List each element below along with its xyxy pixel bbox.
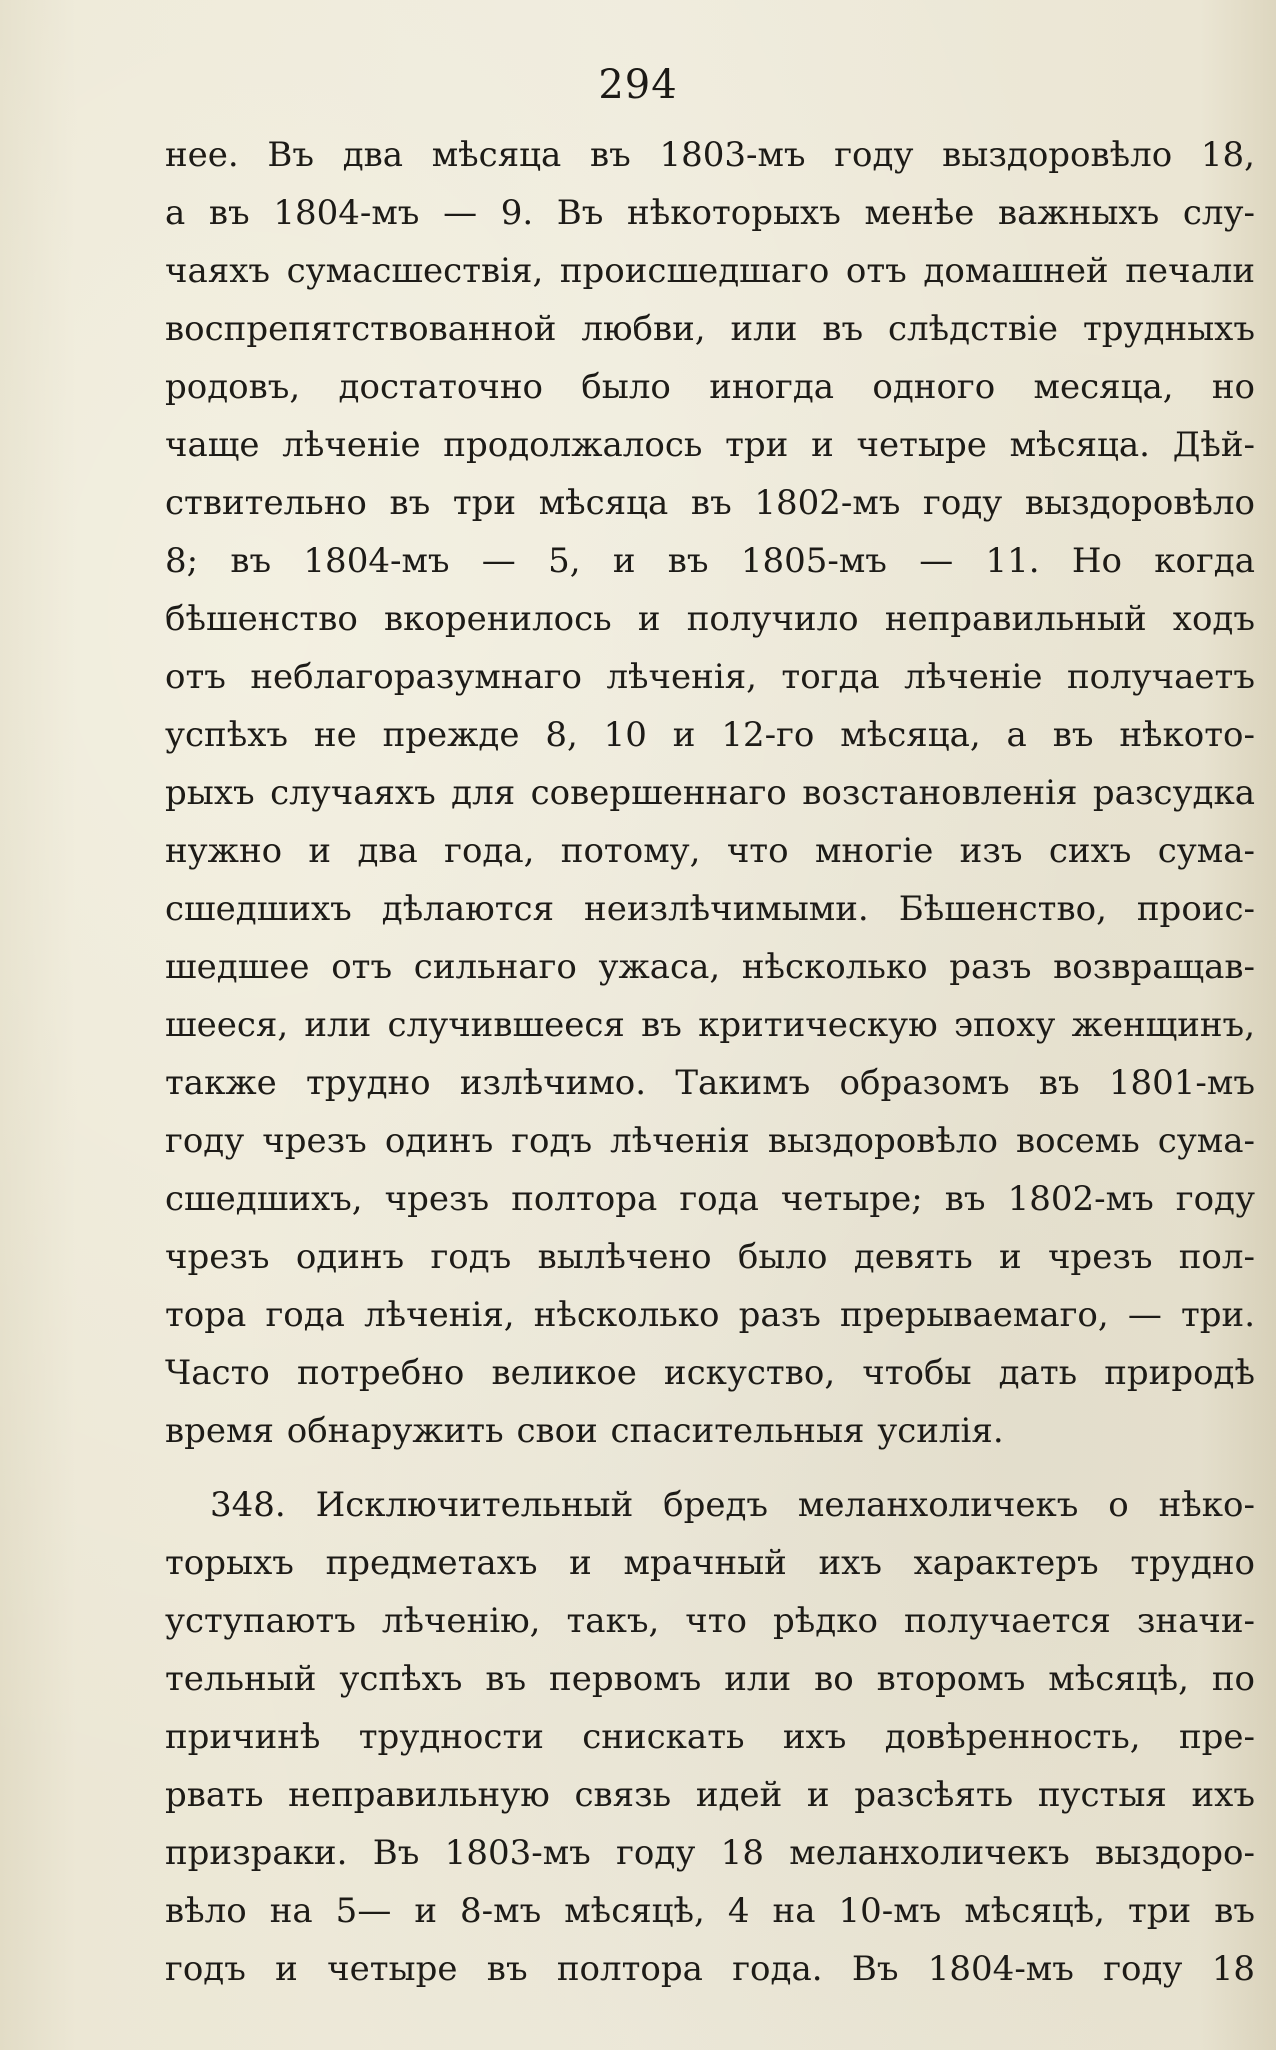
text-line: чрезъ одинъ годъ вылѣчено было девять и чрезъ пол-	[165, 1237, 1255, 1277]
text-line: Часто потребно великое искуство, чтобы дать природѣ	[165, 1353, 1255, 1393]
text-line: шееся, или случившееся въ критическую эпоху женщинъ,	[165, 1005, 1255, 1045]
text-line: бѣшенство вкоренилось и получило неправильный ходъ	[165, 599, 1255, 639]
text-line: тора года лѣченія, нѣсколько разъ прерываемаго, — три.	[165, 1295, 1255, 1335]
text-line: уступаютъ лѣченію, такъ, что рѣдко получается значи-	[165, 1601, 1255, 1641]
text-line: призраки. Въ 1803-мъ году 18 меланхоличекъ выздоро-	[165, 1833, 1255, 1873]
text-line: родовъ, достаточно было иногда одного месяца, но	[165, 367, 1255, 407]
text-line: чаще лѣченіе продолжалось три и четыре мѣсяца. Дѣй-	[165, 425, 1255, 465]
text-line: годъ и четыре въ полтора года. Въ 1804-мъ году 18	[165, 1949, 1255, 1989]
text-line: нее. Въ два мѣсяца въ 1803-мъ году выздоровѣло 18,	[165, 135, 1255, 175]
text-line: нужно и два года, потому, что многіе изъ сихъ сума-	[165, 831, 1255, 871]
text-line: вѣло на 5— и 8-мъ мѣсяцѣ, 4 на 10-мъ мѣсяцѣ, три въ	[165, 1891, 1255, 1931]
text-line: причинѣ трудности снискать ихъ довѣренность, пре-	[165, 1717, 1255, 1757]
text-line: воспрепятствованной любви, или въ слѣдствіе трудныхъ	[165, 309, 1255, 349]
page-number: 294	[598, 62, 678, 108]
text-line: чаяхъ сумасшествія, происшедшаго отъ домашней печали	[165, 251, 1255, 291]
text-line: тельный успѣхъ въ первомъ или во второмъ мѣсяцѣ, по	[165, 1659, 1255, 1699]
text-line: рвать неправильную связь идей и разсѣять пустыя ихъ	[165, 1775, 1255, 1815]
section-348-first-line: 348. Исключительный бредъ меланхоличекъ о нѣко-	[210, 1485, 1255, 1525]
text-line: сшедшихъ дѣлаются неизлѣчимыми. Бѣшенство, проис-	[165, 889, 1255, 929]
text-line: сшедшихъ, чрезъ полтора года четыре; въ 1802-мъ году	[165, 1179, 1255, 1219]
text-line: отъ неблагоразумнаго лѣченія, тогда лѣченіе получаетъ	[165, 657, 1255, 697]
text-line: а въ 1804-мъ — 9. Въ нѣкоторыхъ менѣе важныхъ слу-	[165, 193, 1255, 233]
paragraph-end-line: время обнаружить свои спасительныя усилія.	[165, 1411, 1004, 1451]
text-line: также трудно излѣчимо. Такимъ образомъ въ 1801-мъ	[165, 1063, 1255, 1103]
text-line: торыхъ предметахъ и мрачный ихъ характеръ трудно	[165, 1543, 1255, 1583]
text-line: успѣхъ не прежде 8, 10 и 12-го мѣсяца, а въ нѣкото-	[165, 715, 1255, 755]
text-line: году чрезъ одинъ годъ лѣченія выздоровѣло восемь сума-	[165, 1121, 1255, 1161]
text-line: 8; въ 1804-мъ — 5, и въ 1805-мъ — 11. Но когда	[165, 541, 1255, 581]
text-line: ствительно въ три мѣсяца въ 1802-мъ году выздоровѣло	[165, 483, 1255, 523]
text-line: рыхъ случаяхъ для совершеннаго возстановленія разсудка	[165, 773, 1255, 813]
text-line: шедшее отъ сильнаго ужаса, нѣсколько разъ возвращав-	[165, 947, 1255, 987]
